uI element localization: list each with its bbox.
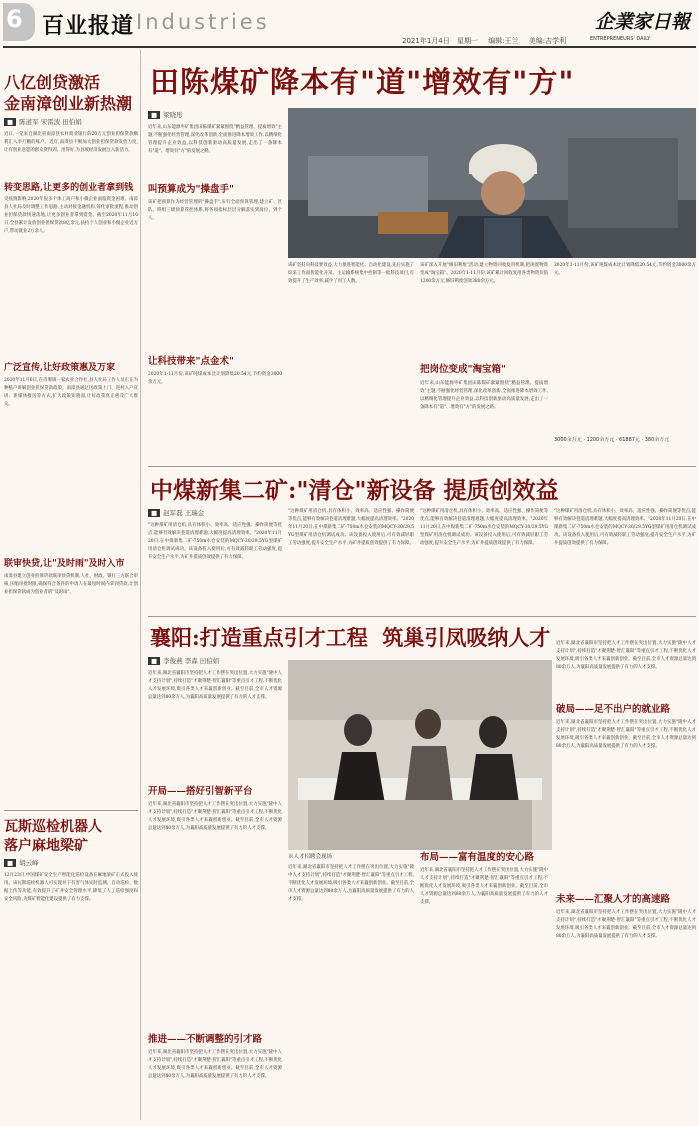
left-article-body-2: 2020年11月6日,在肖堰镇一家农业合作社,县人社局工作人员正在为种植户讲解创业担保贷款政策。南漳县通过送政策上门、进村入户宣讲、新媒体推送等方式,扩大政策知晓面,让好政策真正惠及广大群众。	[4, 378, 138, 408]
main-body-col1-c: 2020年1-11月份,该矿吨煤成本比计划降低20.54元,节约资金3000余万元。	[148, 372, 282, 386]
third-article-title: 襄阳:打造重点引才工程 筑巢引凤吸纳人才	[150, 625, 551, 650]
third-subheading-3: 布局——富有温度的安心路	[420, 852, 535, 863]
main-subheading-3: 把岗位变成"淘宝箱"	[420, 364, 506, 375]
third-subheading-5: 未来——汇聚人才的高速路	[556, 894, 671, 905]
left-article-byline: ■ 陈道军 宋雷波 田伯娟	[4, 117, 82, 126]
main-article-byline: ■ 梁晓彤	[148, 110, 183, 119]
left-divider	[4, 810, 138, 811]
second-body-col1: "这种煤矿用清仓机,具有体积小、效率高、适应性强、操作简便等优点,能够有效解决巷道清理难题,大幅度提高清理效率。"2020年11月20日,在中煤新集二矿-750m水仓安装的MQCY-30/29.5YG型煤矿用清仓机调试成功。该设备投入使用后,可有效减轻职工劳动强度,提升安全生产水平,为矿井提质创效提供了有力保障。	[148, 523, 282, 561]
left-article-body-1: 受疫情影响,2020年很多个体工商户和小微企业面临资金困难。南漳县人社局及时调整工作思路,主动对接金融机构,简化审批流程,推动创业担保贷款快速落地,让更多创业者拿到资金。截至2020年11月10日,全县累计发放创业担保贷款8亿余元,扶持个人创业和小微企业近万户,带动就业2万余人。	[4, 197, 138, 235]
third-subheading-4: 破局——足不出户的就业路	[556, 704, 671, 715]
third-body-col4-a: 近年来,湖北省襄阳市坚持把人才工作摆在突出位置,大力实施"隆中人才支持计划",持续打造"才聚荆楚·智汇襄阳"等重点引才工程,不断优化人才发展环境,吸引各类人才来襄创新创业。截至目前,全市人才资源总量达到80余万人,为襄阳高质量发展提供了有力的人才支撑。	[556, 641, 696, 671]
left-subheading-1: 转变思路,让更多的创业者拿到钱	[4, 183, 134, 193]
main-figure-3: 61887元	[619, 437, 640, 443]
third-body-col1-a: 近年来,湖北省襄阳市坚持把人才工作摆在突出位置,大力实施"隆中人才支持计划",持续打造"才聚荆楚·智汇襄阳"等重点引才工程,不断优化人才发展环境,吸引各类人才来襄创新创业。截至目前,全市人才资源总量达到80余万人,为襄阳高质量发展提供了有力的人才支撑。	[148, 671, 282, 701]
third-body-col2: 近年来,湖北省襄阳市坚持把人才工作摆在突出位置,大力实施"隆中人才支持计划",持续打造"才聚荆楚·智汇襄阳"等重点引才工程,不断优化人才发展环境,吸引各类人才来襄创新创业。截至目前,全市人才资源总量达到80余万人,为襄阳高质量发展提供了有力的人才支撑。	[288, 865, 414, 903]
header-designer: 美编:吉学利	[528, 37, 567, 45]
main-figure-2: 1200余万元	[586, 437, 615, 443]
job-fair-photo-caption: ※人才招聘会现场	[288, 854, 333, 860]
main-subheading-2: 让科技带来"点金术"	[148, 356, 234, 367]
second-body-col3: "这种煤矿用清仓机,具有体积小、效率高、适应性强、操作简便等优点,能够有效解决巷道清理难题,大幅度提高清理效率。"2020年11月20日,在中煤新集二矿-750m水仓安装的MQCY-30/29.5YG型煤矿用清仓机调试成功。该设备投入使用后,可有效减轻职工劳动强度,提升安全生产水平,为矿井提质创效提供了有力保障。	[420, 509, 548, 547]
main-article-authors: 梁晓彤	[163, 111, 183, 119]
third-subheading-2: 推进——不断调整的引才路	[148, 1034, 263, 1045]
left-article2-authors: 胡云峰	[19, 859, 39, 867]
second-article-authors: 赵军磊 王瑞金	[163, 509, 205, 517]
second-article-title: 中煤新集二矿:"清仓"新设备 提质创效益	[150, 477, 559, 504]
header-rule	[3, 46, 696, 48]
left-article2-title: 瓦斯巡检机器人 落户麻地梁矿	[4, 819, 102, 854]
main-figure-1: 3000余万元	[554, 437, 582, 443]
left-article-authors: 陈道军 宋雷波 田伯娟	[19, 118, 82, 126]
third-body-col1-b: 近年来,湖北省襄阳市坚持把人才工作摆在突出位置,大力实施"隆中人才支持计划",持续打造"才聚荆楚·智汇襄阳"等重点引才工程,不断优化人才发展环境,吸引各类人才来襄创新创业。截至目前,全市人才资源总量达到80余万人,为襄阳高质量发展提供了有力的人才支撑。	[148, 802, 282, 832]
second-body-col2: "这种煤矿用清仓机,具有体积小、效率高、适应性强、操作简便等优点,能够有效解决巷道清理难题,大幅度提高清理效率。"2020年11月20日,在中煤新集二矿-750m水仓安装的MQCY-30/29.5YG型煤矿用清仓机调试成功。该设备投入使用后,可有效减轻职工劳动强度,提升安全生产水平,为矿井提质创效提供了有力保障。	[288, 509, 414, 547]
main-subheading-1: 叫预算成为"操盘手"	[148, 184, 234, 195]
third-body-col1-c: 近年来,湖北省襄阳市坚持把人才工作摆在突出位置,大力实施"隆中人才支持计划",持续打造"才聚荆楚·智汇襄阳"等重点引才工程,不断优化人才发展环境,吸引各类人才来襄创新创业。截至目前,全市人才资源总量达到80余万人,为襄阳高质量发展提供了有力的人才支撑。	[148, 1050, 282, 1080]
section-title: 百业报道	[42, 13, 135, 39]
job-fair-photo	[288, 660, 552, 850]
third-article-divider	[148, 616, 696, 617]
main-body-col1-b: 该矿把预算作为经营管理的"操盘手",实行全面预算管理,建立矿、区队、班组三级预算管控体系,将各项指标层层分解落实到岗位、到个人。	[148, 200, 282, 222]
header-date	[402, 36, 566, 46]
second-body-col4: "这种煤矿用清仓机,具有体积小、效率高、适应性强、操作简便等优点,能够有效解决巷道清理难题,大幅度提高清理效率。"2020年11月20日,在中煤新集二矿-750m水仓安装的MQCY-30/29.5YG型煤矿用清仓机调试成功。该设备投入使用后,可有效减轻职工劳动强度,提升安全生产水平,为矿井提质创效提供了有力保障。	[554, 509, 696, 547]
second-article-byline: ■ 赵军磊 王瑞金	[148, 508, 204, 517]
main-body-col2: 该矿坚持向科技要效益,大力推进智能化、自动化建设,先后实施了综采工作面智能化开采、主运输系统集中控制等一批科技项目,有效提升了生产效率,减少了用工人数。	[288, 263, 414, 285]
header-weekday: 星期一	[456, 37, 478, 45]
masthead: 企業家日報	[595, 11, 691, 33]
header-date-text: 2021年1月4日	[402, 37, 450, 45]
third-body-col4-b: 近年来,湖北省襄阳市坚持把人才工作摆在突出位置,大力实施"隆中人才支持计划",持续打造"才聚荆楚·智汇襄阳"等重点引才工程,不断优化人才发展环境,吸引各类人才来襄创新创业。截至目前,全市人才资源总量达到80余万人,为襄阳高质量发展提供了有力的人才支撑。	[556, 720, 696, 750]
left-subheading-2: 广泛宣传,让好政策惠及万家	[4, 363, 116, 373]
third-body-col3: 近年来,湖北省襄阳市坚持把人才工作摆在突出位置,大力实施"隆中人才支持计划",持续打造"才聚荆楚·智汇襄阳"等重点引才工程,不断优化人才发展环境,吸引各类人才来襄创新创业。截至目前,全市人才资源总量达到80余万人,为襄阳高质量发展提供了有力的人才支撑。	[420, 868, 548, 906]
header-editor: 编辑:王兰	[488, 37, 519, 45]
main-figures: 3000余万元 · 1200余万元 · 61887元 · 380余万元	[554, 437, 670, 443]
section-title-en: Industries	[136, 10, 270, 34]
main-article-title: 田陈煤矿降本有"道"增效有"方"	[150, 65, 575, 99]
left-article-title: 八亿创贷激活 金南漳创业新热潮	[4, 73, 133, 113]
third-article-authors: 李俊燕 李森 田伯娟	[163, 657, 220, 665]
miner-photo	[288, 108, 696, 258]
left-subheading-3: 联审快贷,让"及时雨"及时入市	[4, 559, 125, 569]
third-body-col4-c: 近年来,湖北省襄阳市坚持把人才工作摆在突出位置,大力实施"隆中人才支持计划",持续打造"才聚荆楚·智汇襄阳"等重点引才工程,不断优化人才发展环境,吸引各类人才来襄创新创业。截至目前,全市人才资源总量达到80余万人,为襄阳高质量发展提供了有力的人才支撑。	[556, 910, 696, 940]
main-body-col4: 2020年1-11月份,该矿吨煤成本比计划降低20.54元,节约资金3000余万元。	[554, 263, 696, 277]
third-article-byline: ■ 李俊燕 李森 田伯娟	[148, 656, 219, 665]
left-column-divider	[140, 50, 141, 1120]
third-subheading-1: 开局——搭好引智新平台	[148, 786, 253, 797]
page-number: 6	[6, 5, 23, 33]
main-body-col3-b: 近年来,山东能源枣矿集团田陈煤矿紧紧围绕"精益管理、提质增效"主题,不断强化经营管理,深化改革创新,全面推进降本增效工作,以精细化管理提升企业效益,以科技创新驱动高质量发展,走出了一条降本有"道"、增效有"方"的发展之路。	[420, 381, 548, 411]
left-article2-body: 12月23日,中国煤矿安全生产智能化巡检设备在麻地梁矿正式投入使用。该瓦斯巡检机器人可实现井下有害气体实时监测、自动巡检、数据上传等功能,有效提升了矿井安全管理水平,降低了人工巡检强度和安全风险,为煤矿智能化建设提供了有力支撑。	[4, 873, 138, 903]
main-body-col1-a: 近年来,山东能源枣矿集团田陈煤矿紧紧围绕"精益管理、提质增效"主题,不断强化经营管理,深化改革创新,全面推进降本增效工作,以精细化管理提升企业效益,以科技创新驱动高质量发展,走出了一条降本有"道"、增效有"方"的发展之路。	[148, 125, 282, 155]
miner-photo-art	[288, 108, 696, 258]
left-article-body-3: 南漳县建立创业担保贷款联审快贷机制,人社、财政、银行三方联合审核,压缩审批时限,确保符合条件的申请人在最短时间内拿到贷款,让创业担保贷款成为创业者的"及时雨"。	[4, 574, 138, 596]
main-body-col3: 该矿深入开展"修旧利废"活动,建立物资回收复用机制,把闲置物资变成"淘宝箱"。2020年1-11月份,该矿累计回收复用各类物资价值1200余万元,修旧利废创效380余万元。	[420, 263, 548, 285]
left-article-intro: 近日,一笔来自湖北省南漳县农村商业银行的20万元创业担保贷款顺利汇入李万鹏的账户。近年,南漳县不断加大创业担保贷款发放力度,让有创业意愿的群众贷得到、用得好,为县域经济发展注入新活力。	[4, 132, 138, 154]
masthead-en: ENTREPRENEURS' DAILY	[590, 36, 651, 42]
main-figure-4: 380余万元	[644, 437, 670, 443]
second-article-divider	[148, 466, 696, 467]
left-article2-byline: ■ 胡云峰	[4, 858, 39, 867]
job-fair-photo-art	[288, 660, 552, 850]
